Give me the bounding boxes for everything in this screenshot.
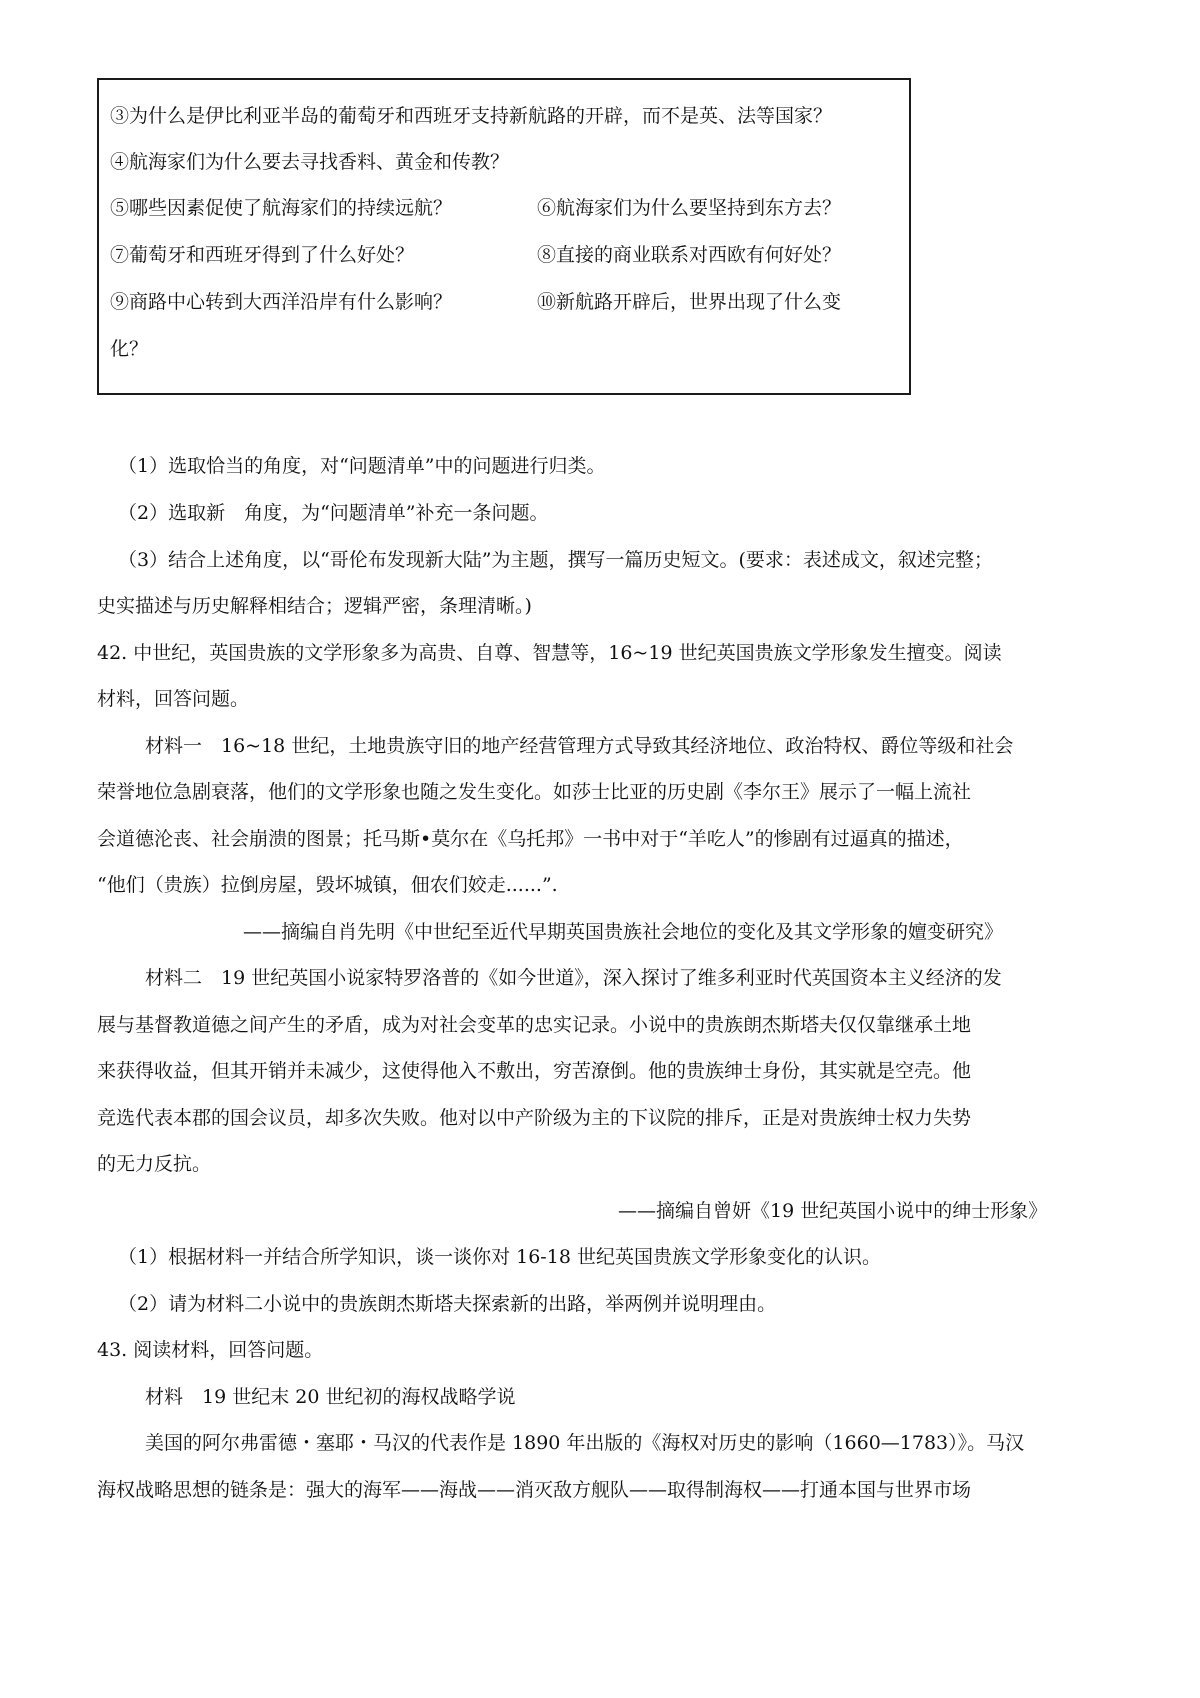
q41-subquestion-2: （2）选取新 角度，为“问题清单”补充一条问题。 bbox=[118, 502, 549, 524]
q42-material-1: 材料一 16~18 世纪，土地贵族守旧的地产经营管理方式导致其经济地位、政治特权、爵位等级和社会 bbox=[145, 735, 1014, 757]
q42-material-2-line3: 来获得收益，但其开销并未减少，这使得他入不敷出，穷苦潦倒。他的贵族绅士身份，其实就是空壳。他 bbox=[97, 1060, 972, 1082]
q42-material-2-line5: 的无力反抗。 bbox=[97, 1153, 212, 1175]
question-10-continued: 化？ bbox=[110, 338, 149, 360]
question-7: ⑦葡萄牙和西班牙得到了什么好处？ bbox=[110, 244, 415, 266]
question-6: ⑥航海家们为什么要坚持到东方去？ bbox=[537, 197, 842, 219]
q42-material-2-line2: 展与基督教道德之间产生的矛盾，成为对社会变革的忠实记录。小说中的贵族朗杰斯塔夫仅仅靠继承土地 bbox=[97, 1014, 972, 1036]
q42-material-1-line3: 会道德沦丧、社会崩溃的图景；托马斯•莫尔在《乌托邦》一书中对于“羊吃人”的惨剧有过逼真的描述， bbox=[97, 828, 964, 850]
q42-subquestion-1: （1）根据材料一并结合所学知识，谈一谈你对 16-18 世纪英国贵族文学形象变化的认识。 bbox=[118, 1246, 881, 1268]
q42-material-1-source: ——摘编自肖先明《中世纪至近代早期英国贵族社会地位的变化及其文学形象的嬗变研究》 bbox=[243, 921, 1004, 943]
q42-material-1-line2: 荣誉地位急剧衰落，他们的文学形象也随之发生变化。如莎士比亚的历史剧《李尔王》展示了一幅上流社 bbox=[97, 781, 972, 803]
question-4: ④航海家们为什么要去寻找香料、黄金和传教？ bbox=[110, 151, 510, 173]
question-10: ⑩新航路开辟后，世界出现了什么变 bbox=[537, 291, 842, 313]
q42-material-2-source: ——摘编自曾妍《19 世纪英国小说中的绅士形象》 bbox=[618, 1200, 1048, 1222]
question-5: ⑤哪些因素促使了航海家们的持续远航？ bbox=[110, 197, 453, 219]
question-3: ③为什么是伊比利亚半岛的葡萄牙和西班牙支持新航路的开辟，而不是英、法等国家？ bbox=[110, 105, 833, 127]
q41-subquestion-3-cont: 史实描述与历史解释相结合；逻辑严密，条理清晰。) bbox=[97, 595, 532, 617]
q43-material-line2: 海权战略思想的链条是：强大的海军——海战——消灭敌方舰队——取得制海权——打通本国与世界市场 bbox=[97, 1479, 972, 1501]
q42-material-2: 材料二 19 世纪英国小说家特罗洛普的《如今世道》，深入探讨了维多利亚时代英国资本主义经济的发 bbox=[145, 967, 1002, 989]
question-9: ⑨商路中心转到大西洋沿岸有什么影响？ bbox=[110, 291, 453, 313]
q42-material-2-line4: 竞选代表本郡的国会议员，却多次失败。他对以中产阶级为主的下议院的排斥，正是对贵族绅士权力失势 bbox=[97, 1107, 972, 1129]
q42-subquestion-2: （2）请为材料二小说中的贵族朗杰斯塔夫探索新的出路，举两例并说明理由。 bbox=[118, 1293, 777, 1315]
q43-stem: 43. 阅读材料，回答问题。 bbox=[97, 1339, 324, 1361]
q42-material-1-line4: “他们（贵族）拉倒房屋，毁坏城镇，佃农们姣走......”. bbox=[97, 874, 558, 896]
q42-stem-cont: 材料，回答问题。 bbox=[97, 688, 250, 710]
q42-stem: 42. 中世纪，英国贵族的文学形象多为高贵、自尊、智慧等，16~19 世纪英国贵族文学形象发生擅变。阅读 bbox=[97, 642, 1002, 664]
question-8: ⑧直接的商业联系对西欧有何好处？ bbox=[537, 244, 842, 266]
q41-subquestion-3: （3）结合上述角度，以“哥伦布发现新大陆”为主题，撰写一篇历史短文。(要求：表述成文，叙述完整； bbox=[118, 549, 993, 571]
q43-material-line1: 美国的阿尔弗雷德・塞耶・马汉的代表作是 1890 年出版的《海权对历史的影响（1660—1783）》。马汉 bbox=[145, 1432, 1025, 1454]
q41-subquestion-1: （1）选取恰当的角度，对“问题清单”中的问题进行归类。 bbox=[118, 455, 606, 477]
q43-material-title: 材料 19 世纪末 20 世纪初的海权战略学说 bbox=[145, 1386, 516, 1408]
